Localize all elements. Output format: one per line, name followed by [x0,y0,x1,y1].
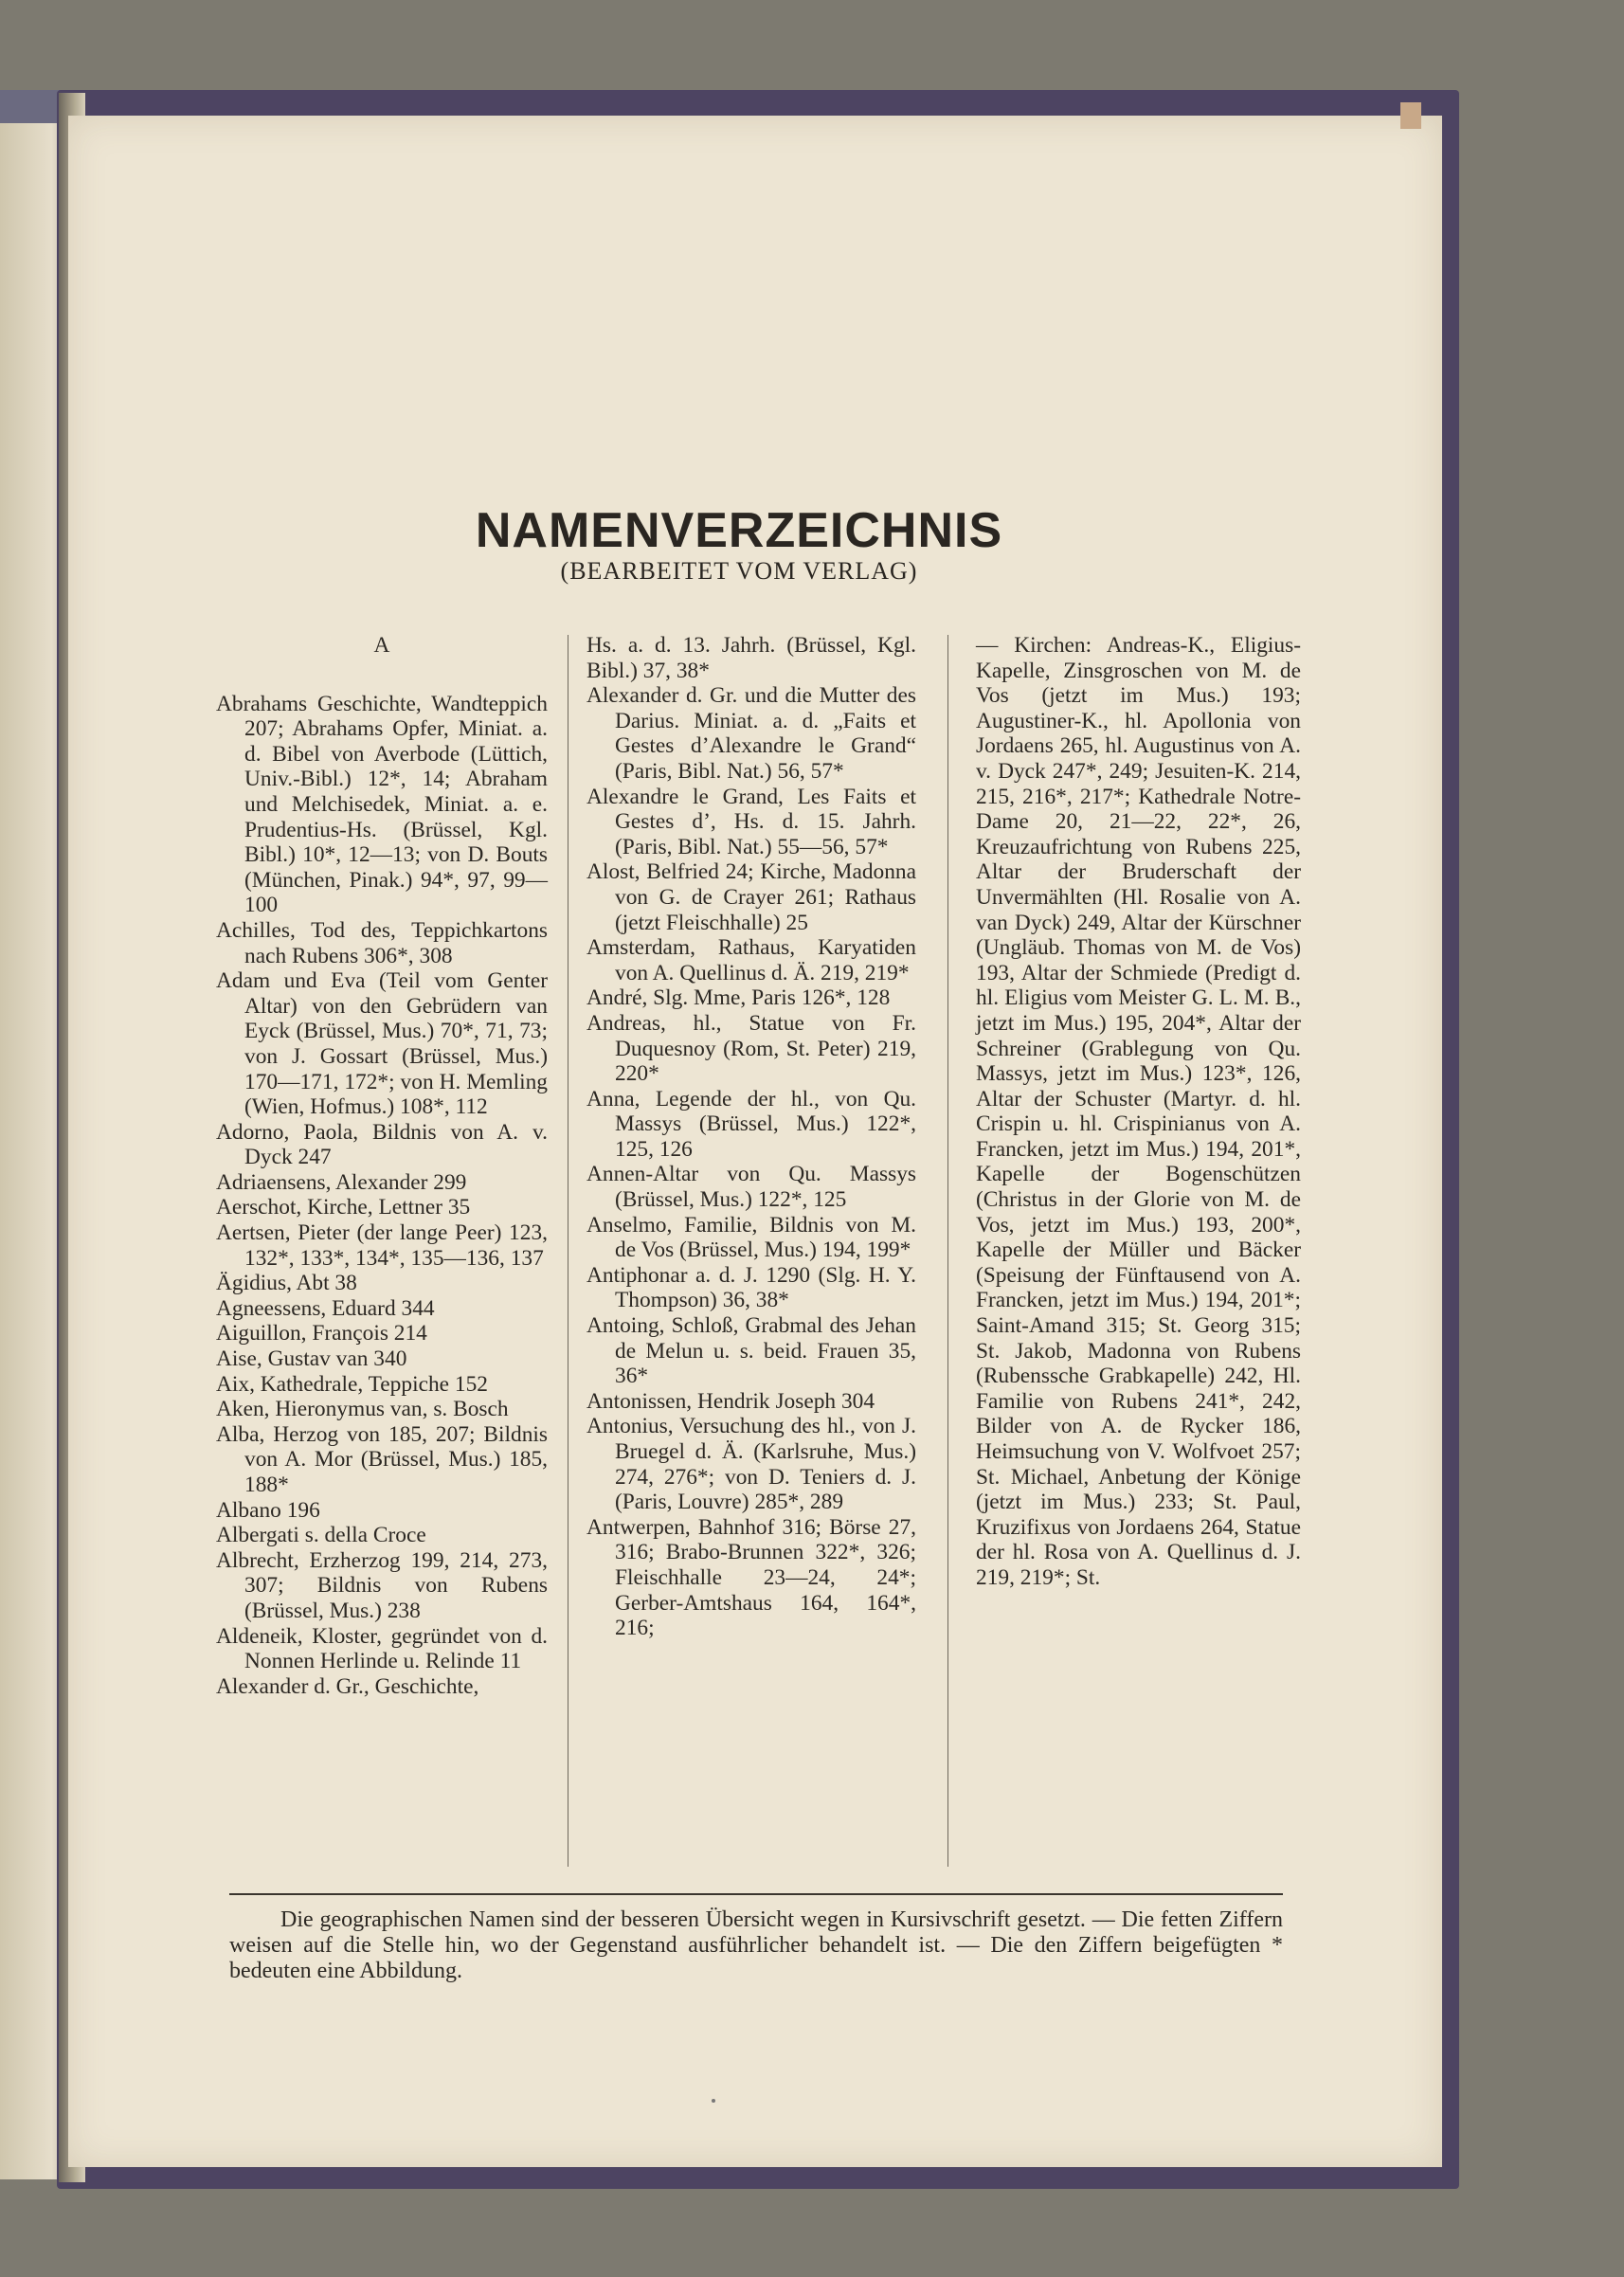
index-entry: Albergati s. della Croce [216,1523,426,1548]
page-title: NAMENVERZEICHNIS [475,502,1003,558]
index-entry: Adorno, Paola, Bildnis von A. v. Dyck 247 [216,1119,548,1170]
index-entry: Antoing, Schloß, Grabmal des Jehan de Melun u. s. beid. Frauen 35, 36* [586,1313,916,1389]
index-entry: Aldeneik, Kloster, gegründet von d. Nonnen Herlinde u. Relinde 11 [216,1623,548,1674]
index-entry: Alost, Belfried 24; Kirche, Madonna von G. de Crayer 261; Rathaus (jetzt Fleischhalle) 25 [586,859,916,935]
index-entry: Aertsen, Pieter (der lange Peer) 123, 132*, 133*, 134*, 135—136, 137 [216,1220,548,1271]
footnote-rule [229,1893,1283,1895]
index-entry: Alexander d. Gr., Geschichte, [216,1673,479,1699]
index-entry: Antwerpen, Bahnhof 316; Börse 27, 316; Brabo-Brunnen 322*, 326; Fleischhalle 23—24, 24*; Gerber-Amtshaus 164, 164*, 216; [586,1514,916,1641]
footnote-text: Die geographischen Namen sind der besseren Übersicht wegen in Kursivschrift gesetzt. — Die fetten Ziffern weisen auf die Stelle hin, wo der Gegenstand ausführlicher behandelt ist. — Die den Ziffern beigefügten * bedeuten eine Abbildung. [229,1907,1283,1983]
index-entry: Alexander d. Gr. und die Mutter des Darius. Miniat. a. d. „Faits et Gestes d’Alexandre le Grand“ (Paris, Bibl. Nat.) 56, 57* [586,683,916,784]
index-entry: Alba, Herzog von 185, 207; Bildnis von A. Mor (Brüssel, Mus.) 185, 188* [216,1421,548,1497]
index-entry: Andreas, hl., Statue von Fr. Duquesnoy (Rom, St. Peter) 219, 220* [586,1010,916,1087]
column-divider [947,635,948,1867]
index-entry: Anselmo, Familie, Bildnis von M. de Vos (Brüssel, Mus.) 194, 199* [586,1212,916,1263]
index-entry: Adriaensens, Alexander 299 [216,1169,467,1195]
index-entry: Aerschot, Kirche, Lettner 35 [216,1195,471,1220]
index-entry: Aken, Hieronymus van, s. Bosch [216,1397,509,1422]
index-entry: Agneessens, Eduard 344 [216,1295,435,1321]
page-subtitle: (BEARBEITET VOM VERLAG) [560,557,918,585]
index-entry: Adam und Eva (Teil vom Genter Altar) von den Gebrüdern van Eyck (Brüssel, Mus.) 70*, 71, 73; von J. Gossart (Brüssel, Mus.) 170—171, 172*; von H. Memling (Wien, Hofmus.) 108*, 112 [216,968,548,1120]
index-entry: Albrecht, Erzherzog 199, 214, 273, 307; Bildnis von Rubens (Brüssel, Mus.) 238 [216,1547,548,1623]
index-entry: André, Slg. Mme, Paris 126*, 128 [586,985,891,1011]
page-marker-tab [1400,102,1421,129]
index-column-1 [216,633,548,1699]
index-entry: Alexandre le Grand, Les Faits et Gestes d’, Hs. d. 15. Jahrh. (Paris, Bibl. Nat.) 55—56, 57* [586,784,916,859]
index-entry: Antiphonar a. d. J. 1290 (Slg. H. Y. Thompson) 36, 38* [586,1262,916,1313]
index-entry: Aiguillon, François 214 [216,1321,427,1346]
index-entry: Ägidius, Abt 38 [216,1271,357,1296]
index-entry: Amsterdam, Rathaus, Karyatiden von A. Quellinus d. Ä. 219, 219* [586,935,916,985]
index-entry-continuation: Hs. a. d. 13. Jahrh. (Brüssel, Kgl. Bibl.) 37, 38* [586,633,916,683]
index-entry: Achilles, Tod des, Teppichkartons nach Rubens 306*, 308 [216,917,548,968]
index-entry: Aise, Gustav van 340 [216,1346,407,1372]
index-entry: Abrahams Geschichte, Wandteppich 207; Abrahams Opfer, Miniat. a. d. Bibel von Averbode (Lüttich, Univ.-Bibl.) 12*, 14; Abraham und Melchisedek, Miniat. a. e. Prudentius-Hs. (Brüssel, Kgl. Bibl.) 10*, 12—13; von D. Bouts (München, Pinak.) 94*, 97, 99—100 [216,691,548,918]
index-entry: Aix, Kathedrale, Teppiche 152 [216,1371,488,1397]
section-letter: A [373,633,390,658]
index-entry: Anna, Legende der hl., von Qu. Massys (Brüssel, Mus.) 122*, 125, 126 [586,1086,916,1162]
footnote [229,1907,1283,1984]
paper-speck [712,2099,715,2103]
index-entry: Albano 196 [216,1497,320,1523]
index-entry: Antonissen, Hendrik Joseph 304 [586,1388,875,1414]
index-entry: Annen-Altar von Qu. Massys (Brüssel, Mus.) 122*, 125 [586,1162,916,1213]
index-entry: Antonius, Versuchung des hl., von J. Bruegel d. Ä. (Karlsruhe, Mus.) 274, 276*; von D. Teniers d. J. (Paris, Louvre) 285*, 289 [586,1414,916,1515]
index-column-2 [586,633,916,1641]
index-entry-continuation: — Kirchen: Andreas-K., Eligius-Kapelle, Zinsgroschen von M. de Vos (jetzt im Mus.) 193; Augustiner-K., hl. Apollonia von Jordaens 265, hl. Augustinus von A. v. Dyck 247*, 249; Jesuiten-K. 214, 215, 216*, 217*; Kathedrale Notre-Dame 20, 21—22, 22*, 26, Kreuzaufrichtung von Rubens 225, Altar der Bruderschaft der Unvermählten (Hl. Rosalie von A. van Dyck) 249, Altar der Kürschner (Ungläub. Thomas von M. de Vos) 193, Altar der Schmiede (Predigt d. hl. Eligius vom Meister G. L. M. B., jetzt im Mus.) 195, 204*, Altar der Schreiner (Grablegung von Qu. Massys, jetzt im Mus.) 123*, 126, Altar der Schuster (Martyr. d. hl. Crispin u. hl. Crispinianus von A. Francken, jetzt im Mus.) 194, 201*, Kapelle der Bogenschützen (Christus in der Glorie von M. de Vos, jetzt im Mus.) 193, 200*, Kapelle der Müller und Bäcker (Speisung der Fünftausend von A. Francken, jetzt im Mus.) 194, 201*; Saint-Amand 315; St. Georg 315; St. Jakob, Madonna von Rubens (Rubenssche Grabkapelle) 242, Hl. Familie von Rubens 241*, 242, Bilder von A. de Rycker 186, Heimsuchung von V. Wolfvoet 257; St. Michael, Anbetung der Könige (jetzt im Mus.) 233; St. Paul, Kruzifixus von Jordaens 264, Statue der hl. Rosa von A. Quellinus d. J. 219, 219*; St. [976,633,1301,1590]
index-column-3 [976,633,1301,1591]
